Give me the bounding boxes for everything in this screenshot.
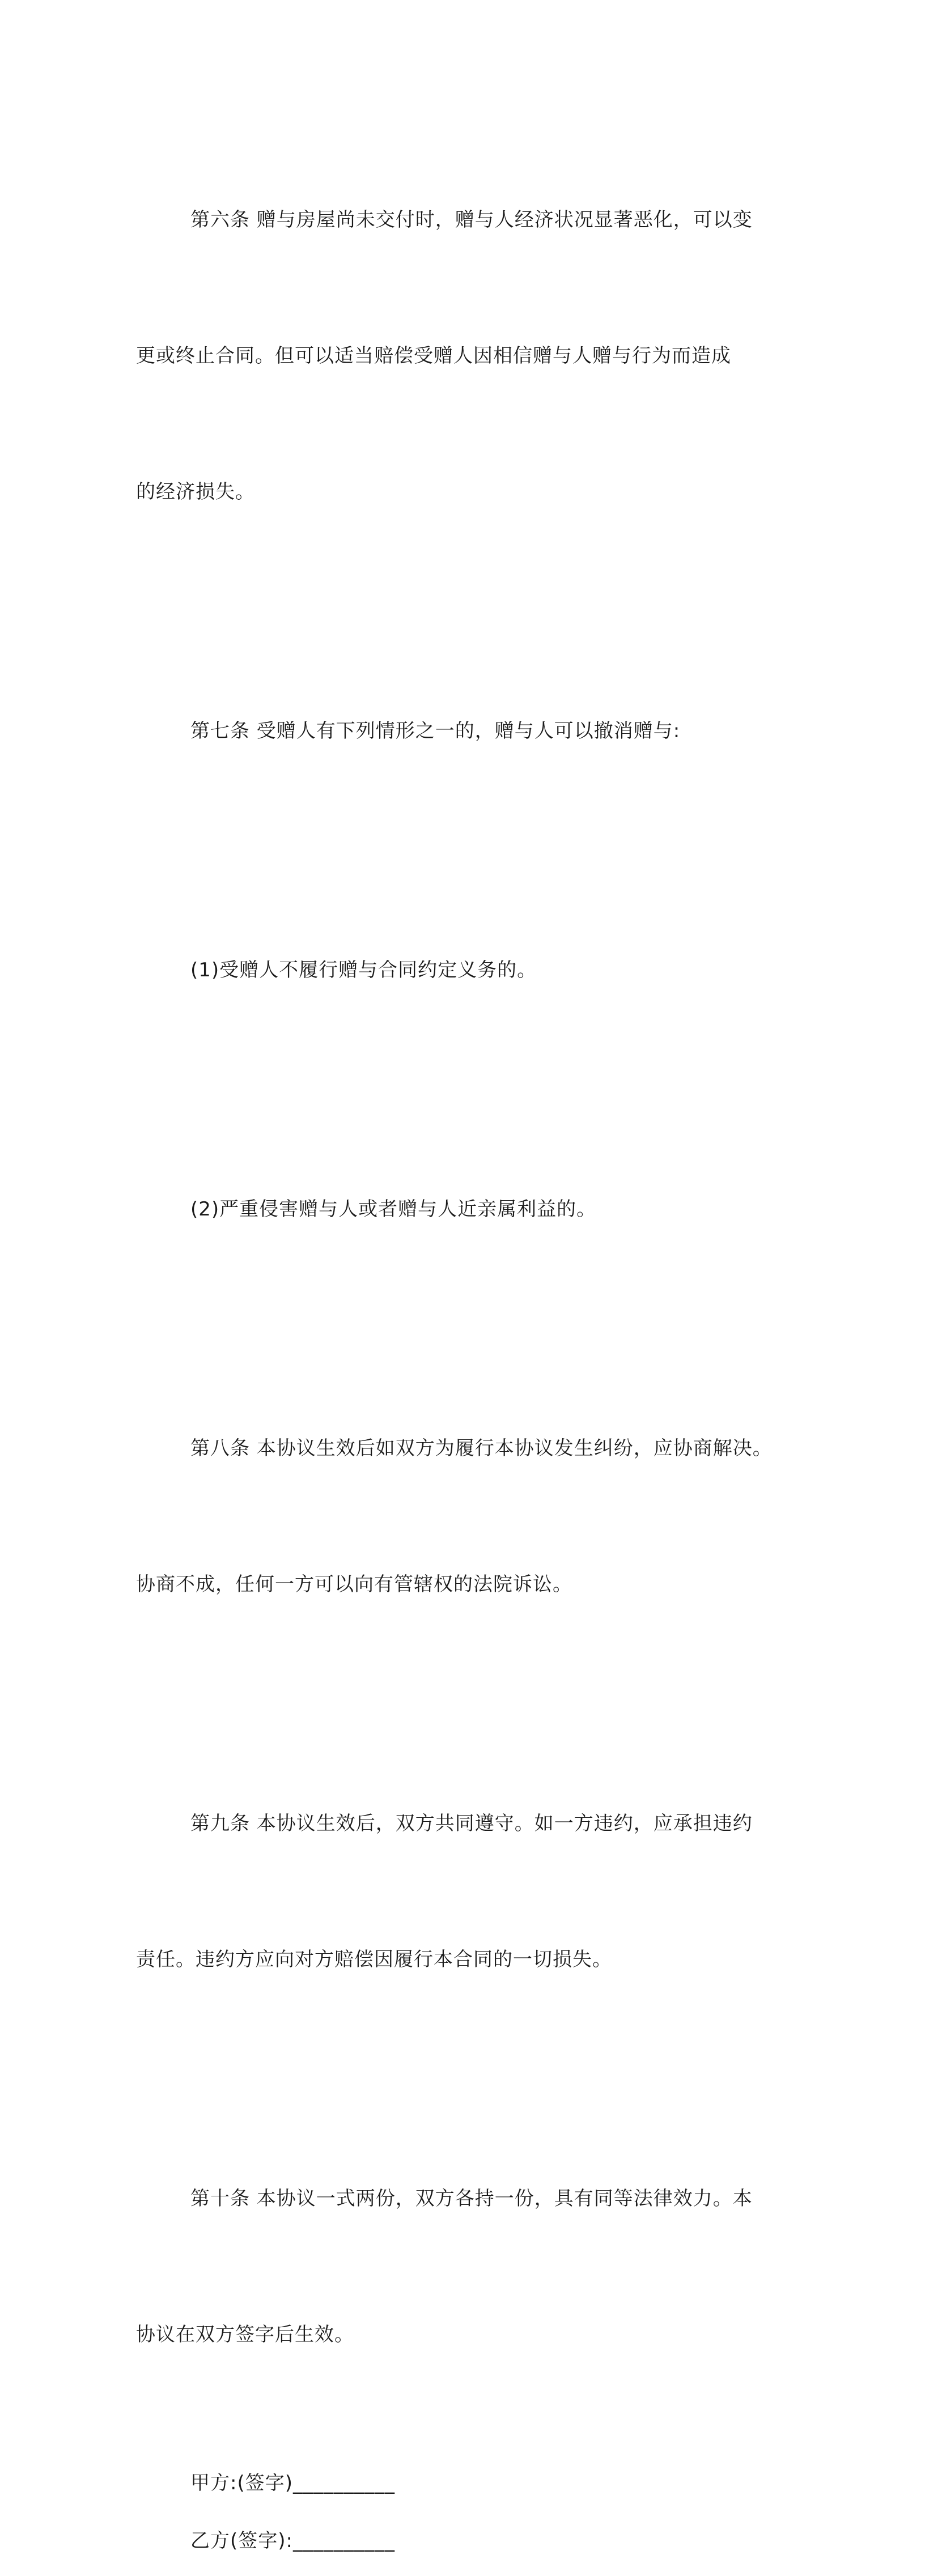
- article-6-line-2: 更或终止合同。但可以适当赔偿受赠人因相信赠与人赠与行为而造成: [136, 345, 731, 367]
- party-b-signature-line: 乙方(签字):__________: [190, 2530, 395, 2552]
- article-7-item-2-paragraph: [136, 1096, 799, 1323]
- article-9-line-2: 责任。违约方应向对方赔偿因履行本合同的一切损失。: [136, 1948, 612, 1971]
- article-10-line-2: 协议在双方签字后生效。: [136, 2323, 354, 2346]
- article-6-paragraph: [136, 107, 799, 605]
- article-8-paragraph: [136, 1335, 799, 1698]
- article-10-paragraph: [136, 2085, 799, 2448]
- document-page: [136, 107, 799, 2576]
- article-8-line-1: 第八条 本协议生效后如双方为履行本协议发生纠纷，应协商解决。: [190, 1437, 773, 1460]
- article-10-line-1: 第十条 本协议一式两份，双方各持一份，具有同等法律效力。本: [190, 2187, 753, 2210]
- article-9-line-1: 第九条 本协议生效后，双方共同遵守。如一方违约，应承担违约: [190, 1812, 753, 1835]
- article-6-line-1: 第六条 赠与房屋尚未交付时，赠与人经济状况显著恶化，可以变: [190, 209, 753, 231]
- article-6-line-3: 的经济损失。: [136, 481, 255, 503]
- article-7-item-1-line: (1)受赠人不履行赠与合同约定义务的。: [190, 959, 537, 981]
- article-9-paragraph: [136, 1710, 799, 2073]
- article-7-paragraph: [136, 618, 799, 844]
- article-7-item-2-line: (2)严重侵害赠与人或者赠与人近亲属利益的。: [190, 1198, 597, 1221]
- article-8-line-2: 协商不成，任何一方可以向有管辖权的法院诉讼。: [136, 1573, 572, 1596]
- party-a-signature-line: 甲方:(签字)__________: [190, 2472, 395, 2494]
- article-7-line-1: 第七条 受赠人有下列情形之一的，赠与人可以撤消赠与:: [190, 720, 681, 742]
- article-7-item-1-paragraph: [136, 857, 799, 1083]
